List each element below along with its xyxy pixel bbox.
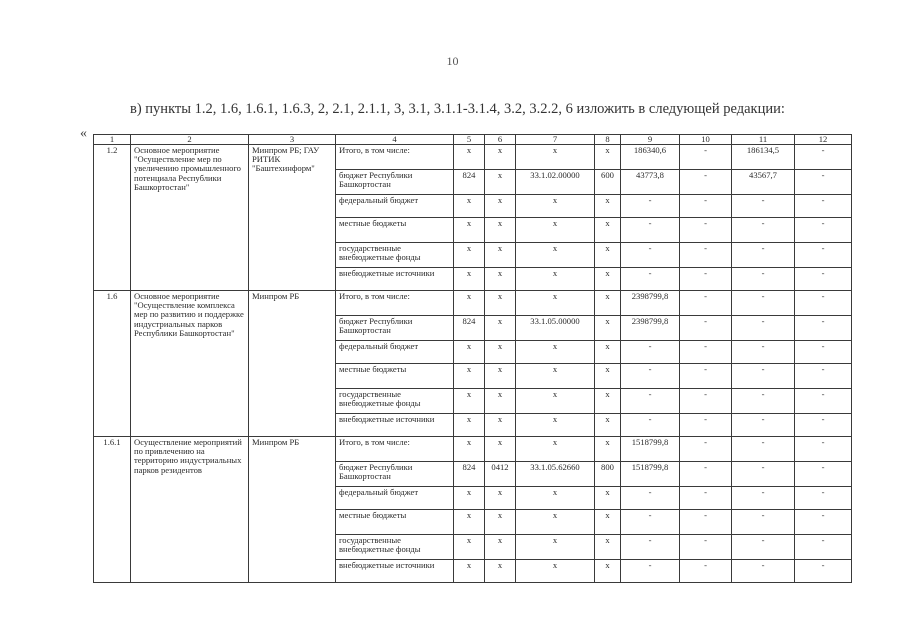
value-cell: х bbox=[516, 437, 595, 462]
value-cell: - bbox=[732, 560, 795, 583]
value-cell: - bbox=[732, 510, 795, 535]
value-cell: х bbox=[485, 243, 516, 268]
value-cell: х bbox=[516, 243, 595, 268]
value-cell: - bbox=[680, 243, 732, 268]
value-cell: - bbox=[732, 535, 795, 560]
value-cell: х bbox=[485, 218, 516, 243]
value-cell: х bbox=[454, 389, 485, 414]
value-cell: - bbox=[732, 462, 795, 487]
value-cell: х bbox=[454, 560, 485, 583]
value-cell: - bbox=[621, 487, 680, 510]
item-executor: Минпром РБ bbox=[249, 437, 336, 583]
column-number-row bbox=[94, 135, 852, 145]
value-cell: - bbox=[680, 414, 732, 437]
value-cell: х bbox=[485, 291, 516, 316]
value-cell: - bbox=[621, 341, 680, 364]
value-cell: х bbox=[485, 170, 516, 195]
funding-source-cell: Итого, в том числе: bbox=[336, 437, 454, 462]
item-number: 1.6 bbox=[94, 291, 131, 437]
value-cell: - bbox=[732, 218, 795, 243]
value-cell: - bbox=[732, 341, 795, 364]
value-cell: - bbox=[680, 218, 732, 243]
table-body bbox=[94, 145, 852, 583]
value-cell: х bbox=[485, 268, 516, 291]
value-cell: 1518799,8 bbox=[621, 462, 680, 487]
funding-source-cell: бюджет Республики Башкортостан bbox=[336, 462, 454, 487]
value-cell: х bbox=[454, 510, 485, 535]
value-cell: - bbox=[732, 437, 795, 462]
column-header: 8 bbox=[595, 135, 621, 145]
item-executor: Минпром РБ; ГАУ РИТИК "Баштехинформ" bbox=[249, 145, 336, 291]
value-cell: 824 bbox=[454, 170, 485, 195]
value-cell: х bbox=[485, 316, 516, 341]
item-name: Осуществление мероприятий по привлечению на территорию индустриальных парков резидентов bbox=[131, 437, 249, 583]
column-header: 9 bbox=[621, 135, 680, 145]
value-cell: - bbox=[795, 195, 852, 218]
value-cell: - bbox=[680, 364, 732, 389]
value-cell: - bbox=[732, 316, 795, 341]
value-cell: х bbox=[454, 291, 485, 316]
item-number: 1.2 bbox=[94, 145, 131, 291]
value-cell: - bbox=[732, 364, 795, 389]
value-cell: 43773,8 bbox=[621, 170, 680, 195]
funding-source-cell: внебюджетные источники bbox=[336, 414, 454, 437]
value-cell: 1518799,8 bbox=[621, 437, 680, 462]
value-cell: 824 bbox=[454, 316, 485, 341]
value-cell: - bbox=[680, 510, 732, 535]
value-cell: - bbox=[621, 535, 680, 560]
value-cell: х bbox=[595, 389, 621, 414]
value-cell: - bbox=[680, 487, 732, 510]
value-cell: - bbox=[795, 316, 852, 341]
value-cell: х bbox=[595, 487, 621, 510]
value-cell: - bbox=[680, 437, 732, 462]
funding-source-cell: государственные внебюджетные фонды bbox=[336, 243, 454, 268]
value-cell: х bbox=[595, 291, 621, 316]
value-cell: - bbox=[795, 218, 852, 243]
value-cell: х bbox=[485, 535, 516, 560]
column-header: 6 bbox=[485, 135, 516, 145]
value-cell: х bbox=[485, 414, 516, 437]
value-cell: х bbox=[485, 195, 516, 218]
funding-source-cell: государственные внебюджетные фонды bbox=[336, 535, 454, 560]
value-cell: - bbox=[795, 170, 852, 195]
value-cell: - bbox=[732, 243, 795, 268]
value-cell: х bbox=[595, 195, 621, 218]
value-cell: х bbox=[454, 364, 485, 389]
value-cell: х bbox=[516, 487, 595, 510]
value-cell: - bbox=[680, 560, 732, 583]
value-cell: - bbox=[795, 487, 852, 510]
value-cell: х bbox=[454, 535, 485, 560]
value-cell: х bbox=[454, 243, 485, 268]
funding-source-cell: внебюджетные источники bbox=[336, 560, 454, 583]
value-cell: - bbox=[680, 316, 732, 341]
funding-source-cell: бюджет Республики Башкортостан bbox=[336, 316, 454, 341]
value-cell: х bbox=[595, 145, 621, 170]
value-cell: 43567,7 bbox=[732, 170, 795, 195]
value-cell: - bbox=[795, 462, 852, 487]
value-cell: - bbox=[795, 389, 852, 414]
value-cell: х bbox=[485, 341, 516, 364]
value-cell: 186134,5 bbox=[732, 145, 795, 170]
funding-source-cell: федеральный бюджет bbox=[336, 195, 454, 218]
value-cell: - bbox=[795, 291, 852, 316]
item-name: Основное мероприятие "Осуществление комплекса мер по развитию и поддержке индустриальных парков Республики Башкортостан" bbox=[131, 291, 249, 437]
item-number: 1.6.1 bbox=[94, 437, 131, 583]
value-cell: - bbox=[621, 389, 680, 414]
value-cell: - bbox=[680, 170, 732, 195]
value-cell: 0412 bbox=[485, 462, 516, 487]
value-cell: х bbox=[595, 316, 621, 341]
value-cell: - bbox=[680, 389, 732, 414]
value-cell: - bbox=[680, 195, 732, 218]
value-cell: х bbox=[595, 535, 621, 560]
value-cell: - bbox=[732, 487, 795, 510]
value-cell: х bbox=[485, 510, 516, 535]
value-cell: х bbox=[516, 291, 595, 316]
column-header: 12 bbox=[795, 135, 852, 145]
value-cell: - bbox=[621, 195, 680, 218]
value-cell: - bbox=[680, 462, 732, 487]
value-cell: х bbox=[595, 510, 621, 535]
value-cell: - bbox=[795, 510, 852, 535]
value-cell: - bbox=[795, 341, 852, 364]
value-cell: 33.1.05.62660 bbox=[516, 462, 595, 487]
value-cell: х bbox=[454, 268, 485, 291]
value-cell: - bbox=[621, 414, 680, 437]
funding-source-cell: местные бюджеты bbox=[336, 218, 454, 243]
value-cell: - bbox=[680, 341, 732, 364]
value-cell: х bbox=[595, 268, 621, 291]
page-number: 10 bbox=[446, 54, 459, 68]
value-cell: х bbox=[454, 487, 485, 510]
funding-source-cell: местные бюджеты bbox=[336, 510, 454, 535]
value-cell: х bbox=[516, 510, 595, 535]
value-cell: 33.1.05.00000 bbox=[516, 316, 595, 341]
value-cell: - bbox=[621, 218, 680, 243]
column-header: 4 bbox=[336, 135, 454, 145]
value-cell: 186340,6 bbox=[621, 145, 680, 170]
value-cell: х bbox=[516, 145, 595, 170]
value-cell: х bbox=[595, 414, 621, 437]
value-cell: - bbox=[795, 437, 852, 462]
value-cell: х bbox=[516, 195, 595, 218]
value-cell: х bbox=[454, 414, 485, 437]
table-row bbox=[94, 291, 852, 316]
value-cell: х bbox=[595, 243, 621, 268]
funding-source-cell: бюджет Республики Башкортостан bbox=[336, 170, 454, 195]
item-name: Основное мероприятие "Осуществление мер по увеличению промышленного потенциала Республики Башкортостан" bbox=[131, 145, 249, 291]
funding-source-cell: государственные внебюджетные фонды bbox=[336, 389, 454, 414]
value-cell: х bbox=[595, 437, 621, 462]
value-cell: - bbox=[795, 243, 852, 268]
value-cell: х bbox=[485, 389, 516, 414]
value-cell: - bbox=[621, 364, 680, 389]
value-cell: - bbox=[795, 535, 852, 560]
value-cell: - bbox=[680, 145, 732, 170]
value-cell: - bbox=[621, 560, 680, 583]
column-header: 2 bbox=[131, 135, 249, 145]
value-cell: - bbox=[680, 268, 732, 291]
amendment-heading: в) пункты 1.2, 1.6, 1.6.1, 1.6.3, 2, 2.1, 2.1.1, 3, 3.1, 3.1.1-3.1.4, 3.2, 3.2.2, 6 изложить в следующей редакции: bbox=[130, 101, 785, 117]
value-cell: х bbox=[485, 364, 516, 389]
value-cell: х bbox=[454, 341, 485, 364]
value-cell: - bbox=[732, 389, 795, 414]
funding-source-cell: внебюджетные источники bbox=[336, 268, 454, 291]
table-row bbox=[94, 145, 852, 170]
value-cell: - bbox=[795, 414, 852, 437]
value-cell: 2398799,8 bbox=[621, 316, 680, 341]
value-cell: 33.1.02.00000 bbox=[516, 170, 595, 195]
value-cell: х bbox=[454, 195, 485, 218]
value-cell: х bbox=[454, 218, 485, 243]
value-cell: х bbox=[595, 364, 621, 389]
value-cell: х bbox=[485, 560, 516, 583]
value-cell: - bbox=[732, 195, 795, 218]
value-cell: х bbox=[454, 437, 485, 462]
value-cell: х bbox=[516, 364, 595, 389]
value-cell: - bbox=[732, 291, 795, 316]
program-funding-table bbox=[93, 134, 852, 583]
value-cell: - bbox=[795, 268, 852, 291]
value-cell: - bbox=[680, 535, 732, 560]
value-cell: х bbox=[485, 487, 516, 510]
funding-source-cell: местные бюджеты bbox=[336, 364, 454, 389]
value-cell: 600 bbox=[595, 170, 621, 195]
opening-quote-mark: « bbox=[80, 126, 87, 141]
value-cell: - bbox=[732, 268, 795, 291]
funding-source-cell: федеральный бюджет bbox=[336, 341, 454, 364]
value-cell: 800 bbox=[595, 462, 621, 487]
column-header: 7 bbox=[516, 135, 595, 145]
column-header: 10 bbox=[680, 135, 732, 145]
value-cell: - bbox=[621, 243, 680, 268]
value-cell: - bbox=[795, 364, 852, 389]
column-header: 5 bbox=[454, 135, 485, 145]
value-cell: х bbox=[516, 268, 595, 291]
value-cell: - bbox=[621, 268, 680, 291]
column-header: 1 bbox=[94, 135, 131, 145]
value-cell: - bbox=[795, 145, 852, 170]
value-cell: х bbox=[516, 535, 595, 560]
funding-source-cell: Итого, в том числе: bbox=[336, 291, 454, 316]
value-cell: х bbox=[516, 389, 595, 414]
value-cell: х bbox=[485, 437, 516, 462]
value-cell: х bbox=[516, 218, 595, 243]
value-cell: х bbox=[516, 414, 595, 437]
value-cell: - bbox=[795, 560, 852, 583]
value-cell: х bbox=[595, 218, 621, 243]
value-cell: х bbox=[516, 341, 595, 364]
column-header: 11 bbox=[732, 135, 795, 145]
value-cell: х bbox=[454, 145, 485, 170]
funding-source-cell: федеральный бюджет bbox=[336, 487, 454, 510]
value-cell: х bbox=[595, 560, 621, 583]
value-cell: - bbox=[732, 414, 795, 437]
value-cell: - bbox=[621, 510, 680, 535]
column-header: 3 bbox=[249, 135, 336, 145]
value-cell: х bbox=[516, 560, 595, 583]
table-row bbox=[94, 437, 852, 462]
value-cell: 2398799,8 bbox=[621, 291, 680, 316]
value-cell: - bbox=[680, 291, 732, 316]
value-cell: х bbox=[595, 341, 621, 364]
funding-source-cell: Итого, в том числе: bbox=[336, 145, 454, 170]
value-cell: х bbox=[485, 145, 516, 170]
item-executor: Минпром РБ bbox=[249, 291, 336, 437]
value-cell: 824 bbox=[454, 462, 485, 487]
